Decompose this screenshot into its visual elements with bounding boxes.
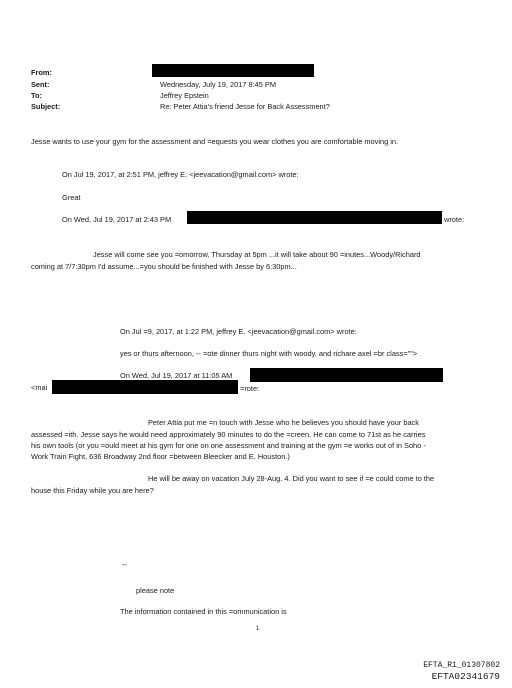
quote-2-line-1: Jesse will come see you =omorrow, Thursday at 5pm ...it will take about 90 =inutes...Woody/Richard [93, 250, 421, 259]
quote-1-text: Great [62, 193, 81, 202]
para-2-line-1: He will be away on vacation July 28-Aug. 4. Did you want to see if =e could come to the [148, 474, 435, 483]
info-line: The information contained in this =ommunication is [120, 607, 287, 616]
quote-3-header: On Jul =9, 2017, at 1:22 PM, jeffrey E. <jeevacation@gmail.com> wrote: [120, 327, 357, 336]
page-number: 1 [256, 626, 260, 632]
quote-2-line-2: coming at 7/7:30pm I'd assume...=you should be finished with Jesse by 6:30pm... [31, 262, 297, 271]
please-note: please note [136, 586, 175, 595]
quote-3-text: yes or thurs afternoon, -- =ote dinner thurs night with woody. and richare axel =br class=""> [120, 349, 418, 358]
from-label: From: [31, 68, 52, 77]
para-1-line-4: Work Train Fight, 636 Broadway 2nd floor =between Bleecker and E. Houston.) [31, 452, 290, 461]
quote-4-header-start: On Wed, Jul 19, 2017 at 11:05 AM [120, 371, 233, 380]
redacted-quote-2 [187, 211, 442, 224]
quote-4-wrote: =rote: [240, 384, 260, 393]
quote-2-header-start: On Wed, Jul 19, 2017 at 2:43 PM [62, 215, 172, 224]
redacted-from [152, 64, 314, 77]
para-1-line-1: Peter Attia put me =n touch with Jesse who he believes you should have your back [148, 418, 419, 427]
sent-label: Sent: [31, 80, 50, 89]
quote-2-header-end: wrote: [444, 215, 465, 224]
to-value: Jeffrey Epstein [160, 91, 209, 100]
subject-label: Subject: [31, 102, 61, 111]
redacted-quote-4-b [52, 380, 238, 394]
quote-1-header: On Jul 19, 2017, at 2:51 PM, jeffrey E. <jeevacation@gmail.com> wrote: [62, 170, 299, 179]
signature-dashes: -- [122, 560, 127, 569]
para-2-line-2: house this Friday while you are here? [31, 486, 154, 495]
redacted-quote-4-a [250, 368, 443, 382]
footer-id-1: EFTA_R1_01307802 [423, 661, 500, 670]
para-1-line-3: his own tools (or you =ould meet at his gym for one on one assessment and training at the gym =e works out of in Soho - [31, 441, 426, 450]
body-line-1: Jesse wants to use your gym for the assessment and =equests you wear clothes you are comfortable moving in. [31, 137, 399, 146]
para-1-line-2: assessed =ith. Jesse says he would need approximately 90 minutes to do the =creen. He can come to 71st as he carries [31, 430, 426, 439]
to-label: To: [31, 91, 42, 100]
footer-id-2: EFTA02341679 [431, 671, 500, 682]
subject-value: Re: Peter Attia's friend Jesse for Back Assessment? [160, 102, 330, 111]
sent-value: Wednesday, July 19, 2017 8:45 PM [160, 80, 276, 89]
quote-4-mail: <mai [31, 383, 48, 392]
